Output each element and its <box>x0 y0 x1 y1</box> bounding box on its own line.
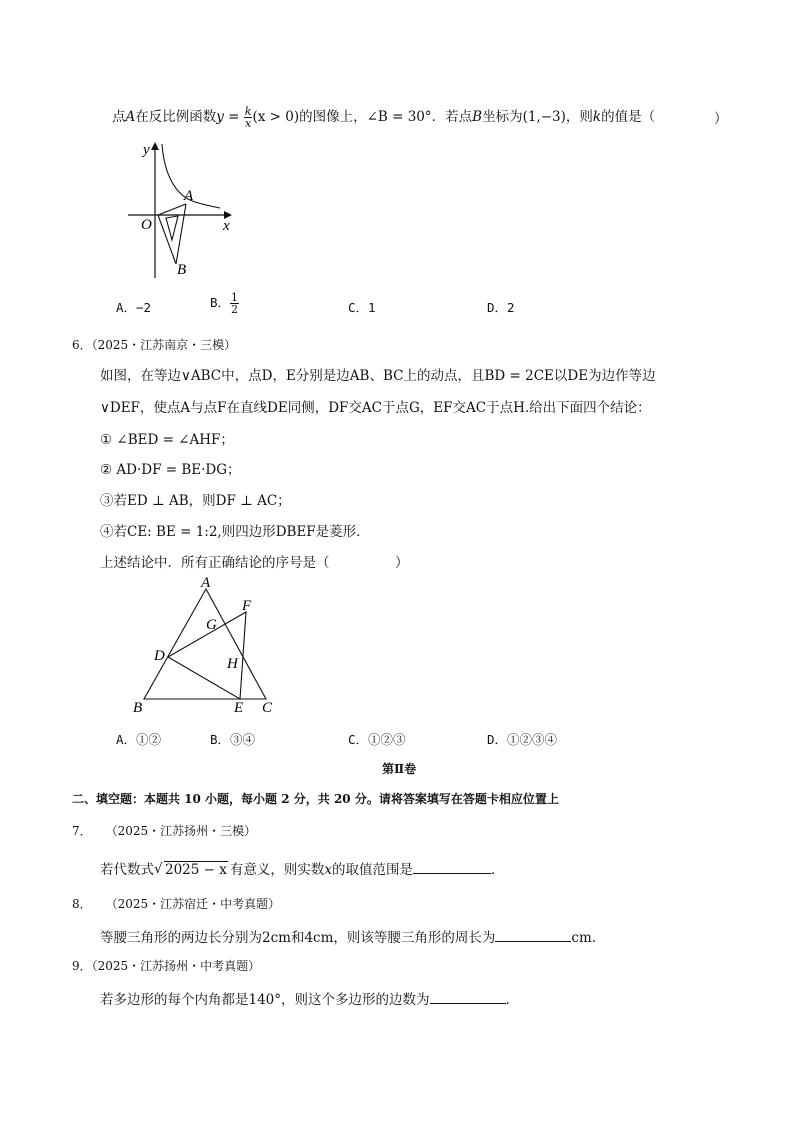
label-d: D <box>154 648 165 664</box>
segment-oa <box>158 204 186 215</box>
q6-header: 6．（2025・江苏南京・三模） <box>72 338 237 352</box>
label-e: E <box>234 700 244 716</box>
q6-answer-paren-close: ） <box>395 555 409 571</box>
q9-text: 若多边形的每个内角都是140°，则这个多边形的边数为 ． <box>100 992 520 1008</box>
q6-option-d: D．①②③④ <box>487 732 558 747</box>
section-title: 第Ⅱ卷 <box>382 762 417 776</box>
label-x: x <box>223 218 230 234</box>
q6-conclusion-4: ④若CE: BE = 1:2,则四边形DBEF是菱形． <box>100 524 370 540</box>
label-y: y <box>143 142 150 158</box>
y-axis-arrow <box>151 142 159 150</box>
q6-conclusion-2: ② AD·DF = BE·DG； <box>100 462 241 478</box>
label-a: A <box>201 575 211 591</box>
label-h: H <box>227 656 238 672</box>
label-a: A <box>184 188 194 204</box>
q7-radical: √ 2025 − x <box>154 861 227 878</box>
q6-option-b: B．③④ <box>210 732 256 747</box>
q5-option-d: D．2 <box>487 300 515 315</box>
q5-fraction: $\frac{k}{x}$ <box>244 105 252 130</box>
label-g: G <box>206 617 217 633</box>
q8-answer-blank[interactable] <box>495 929 571 942</box>
q5-stem: 点A在反比例函数y = $\frac{k}{x}$ (x > 0)的图像上，∠B = 30°．若点B坐标为(1,−3)，则k的值是（ <box>112 105 656 130</box>
q9-answer-blank[interactable] <box>430 991 506 1004</box>
label-c: C <box>262 700 273 716</box>
q5-option-b: B． $\frac{1}{2}$ <box>210 291 239 316</box>
q5-option-c: C．1 <box>348 300 376 315</box>
q7-header: 7． （2025・江苏扬州・三模） <box>72 824 257 838</box>
q6-conclusion-3: ③若ED ⊥ AB，则DF ⊥ AC； <box>100 493 291 509</box>
q6-line1: 如图，在等边∨ABC中，点D，E分别是边AB、BC上的动点，且BD = 2CE以DE为边作等边 <box>100 368 656 384</box>
label-f: F <box>242 598 252 614</box>
q5-answer-paren-close: ） <box>714 111 728 127</box>
q6-ask: 上述结论中．所有正确结论的序号是（ <box>100 555 330 571</box>
q8-text: 等腰三角形的两边长分别为2cm和4cm，则该等腰三角形的周长为 cm． <box>100 930 606 946</box>
section-header: 二、填空题：本题共 10 小题，每小题 2 分，共 20 分。请将答案填写在答题卡相应位置上 <box>72 792 559 806</box>
segment-ab <box>176 204 186 264</box>
inner-triangle <box>166 216 178 240</box>
label-o: O <box>141 217 152 233</box>
sqrt-icon: √ <box>154 861 163 877</box>
label-b: B <box>133 700 143 716</box>
q6-option-a: A．①② <box>116 732 162 747</box>
q5-option-a: A．−2 <box>116 300 152 315</box>
label-b: B <box>177 262 187 278</box>
q9-header: 9．（2025・江苏扬州・中考真题） <box>72 959 261 973</box>
q6-figure <box>128 575 288 720</box>
q6-option-c: C．①②③ <box>348 732 406 747</box>
q6-conclusion-1: ① ∠BED = ∠AHF； <box>100 432 234 448</box>
q8-header: 8． （2025・江苏宿迁・中考真题） <box>72 897 281 911</box>
q7-text: 若代数式 √ 2025 − x 有意义，则实数x的取值范围是 ． <box>100 861 505 878</box>
q6-line2: ∨DEF，使点A与点F在直线DE同侧，DF交AC于点G，EF交AC于点H.给出下面四个结论： <box>100 400 651 416</box>
q7-answer-blank[interactable] <box>413 861 491 874</box>
q5-figure <box>120 138 240 283</box>
